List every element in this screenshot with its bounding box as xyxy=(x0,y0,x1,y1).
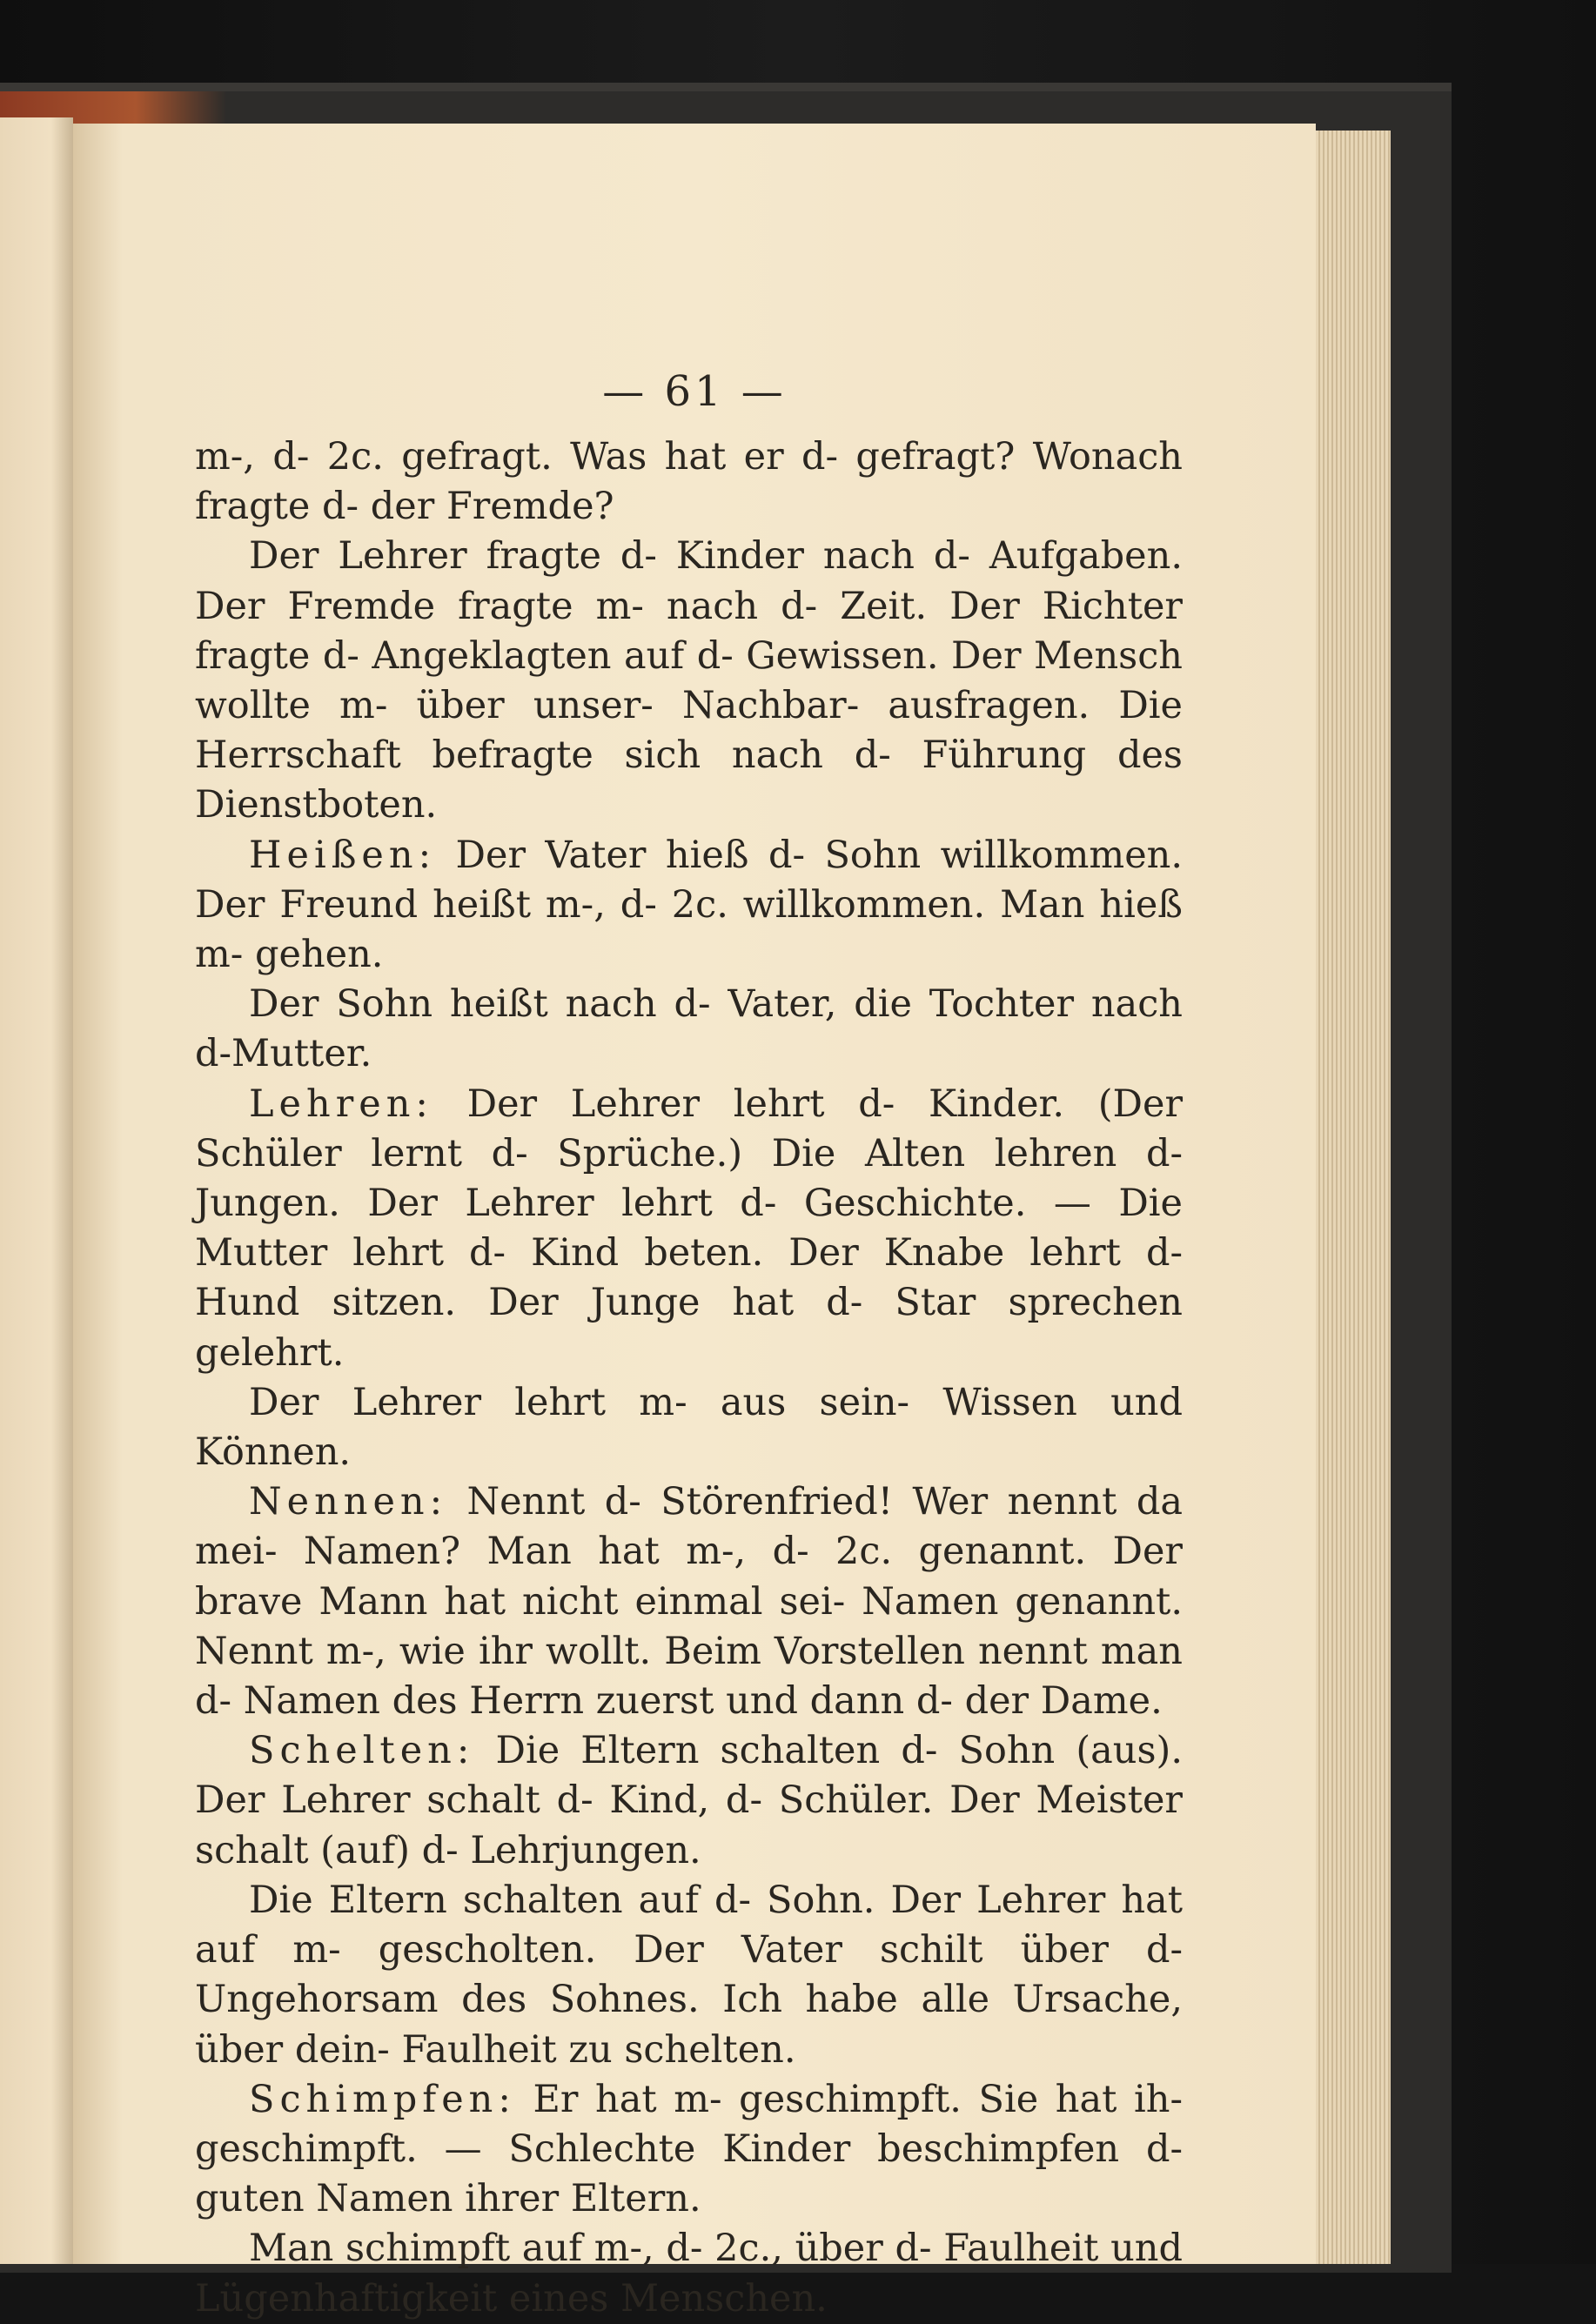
entry-term: Lehren: xyxy=(249,1082,433,1126)
paragraph xyxy=(195,1378,1183,1477)
page-stack-edges xyxy=(1316,131,1391,2264)
entry-term: Schimpfen: xyxy=(249,2077,516,2121)
entry-term: Heißen: xyxy=(249,833,437,877)
paragraph xyxy=(195,2075,1183,2225)
paragraph xyxy=(195,2224,1183,2323)
paragraph-text: Der Sohn heißt nach d- Vater, die Tochter nach d-Mutter. xyxy=(195,982,1183,1076)
paragraph-text: Der Lehrer lehrt m- aus sein- Wissen und Können. xyxy=(195,1380,1183,1475)
paragraph-text: Nennt d- Störenfried! Wer nennt da mei- Namen? Man hat m-, d- 2c. genannt. Der brave Mann hat nicht einmal sei- Namen genannt. Nennt m-, wie ihr wollt. Beim Vorstellen nennt man d- Namen des Herrn zuerst und dann d- der Dame. xyxy=(195,1480,1183,1724)
book-page xyxy=(73,124,1316,2321)
paragraph-text: Die Eltern schalten auf d- Sohn. Der Lehrer hat auf m- gescholten. Der Vater schilt über d- Ungehorsam des Sohnes. Ich habe alle Ursache, über dein- Faulheit zu schelten. xyxy=(195,1878,1183,2072)
paragraph xyxy=(195,532,1183,830)
paragraph xyxy=(195,980,1183,1079)
paragraph-text: Er hat m- geschimpft. Sie hat ih- geschimpft. — Schlechte Kinder beschimpfen d- guten Namen ihrer Eltern. xyxy=(195,2077,1184,2221)
paragraph-text: Man schimpft auf m-, d- 2c., über d- Faulheit und Lügenhaftigkeit eines Menschen. xyxy=(195,2227,1183,2321)
paragraph xyxy=(195,1080,1183,1378)
paragraph xyxy=(195,1726,1183,1876)
paragraph xyxy=(195,1477,1183,1726)
entry-term: Schelten: xyxy=(249,1729,475,1773)
entry-term: Nennen: xyxy=(249,1480,448,1524)
paragraph xyxy=(195,1876,1183,2075)
paragraph-text: Der Vater hieß d- Sohn willkommen. Der Freund heißt m-, d- 2c. willkommen. Man hieß m- gehen. xyxy=(195,833,1183,977)
page-body-text xyxy=(195,432,1183,2324)
paragraph xyxy=(195,432,1183,532)
paragraph-text: m-, d- 2c. gefragt. Was hat er d- gefragt? Wonach fragte d- der Fremde? xyxy=(195,435,1183,529)
left-page-edge xyxy=(0,117,73,2264)
paragraph-text: Der Lehrer lehrt d- Kinder. (Der Schüler lernt d- Sprüche.) Die Alten lehren d- Jungen. Der Lehrer lehrt d- Geschichte. — Die Mutter lehrt d- Kind beten. Der Knabe lehrt d- Hund sitzen. Der Junge hat d- Star sprechen gelehrt. xyxy=(195,1082,1183,1375)
page-number: — 61 — xyxy=(602,367,787,416)
paragraph-text: Der Lehrer fragte d- Kinder nach d- Aufgaben. Der Fremde fragte m- nach d- Zeit. Der Richter fragte d- Angeklagten auf d- Gewissen. Der Mensch wollte m- über unser- Nachbar- ausfragen. Die Herrschaft befragte sich nach d- Führung des Dienstboten. xyxy=(195,534,1183,827)
paragraph-text: Die Eltern schalten d- Sohn (aus). Der Lehrer schalt d- Kind, d- Schüler. Der Meister schalt (auf) d- Lehrjungen. xyxy=(195,1729,1183,1872)
paragraph xyxy=(195,831,1183,981)
